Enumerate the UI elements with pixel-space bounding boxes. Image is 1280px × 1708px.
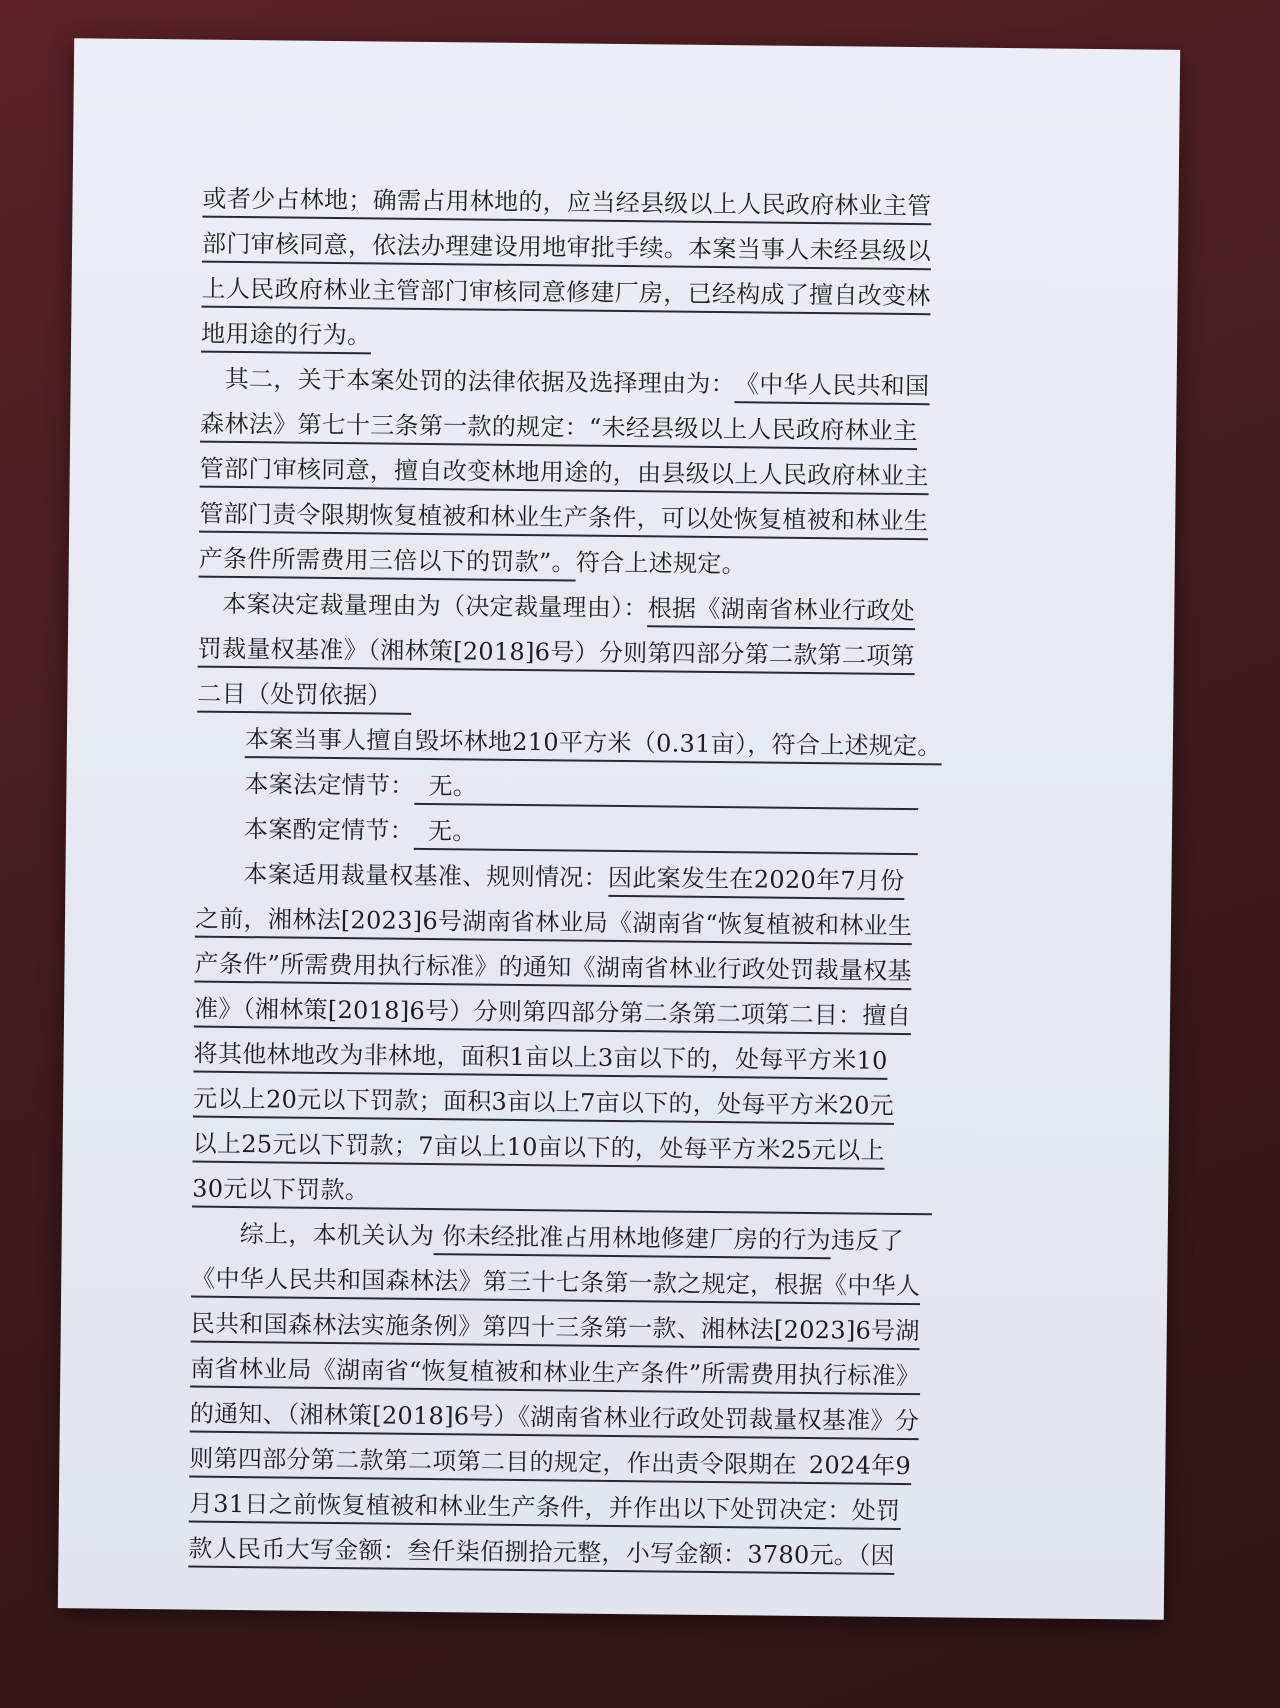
field-value: 无。 [414,769,918,810]
underlined-text: 的通知、（湘林策[2018]6号）《湖南省林业行政处罚裁量权基准》分 [190,1397,920,1441]
paper-sheet [58,38,1180,1619]
plain-text: 符合上述规定。 [575,548,747,579]
underlined-text: 元以上20元以下罚款；面积3亩以上7亩以下的，处每平方米20元 [193,1082,894,1125]
underlined-text: 部门审核同意，依法办理建设用地审批手续。本案当事人未经县级以 [202,227,931,271]
underlined-text: 你未经批准占用林地修建厂房的行为 [434,1219,831,1259]
underlined-text: 管部门审核同意，擅自改变林地用途的，由县级以上人民政府林业主 [200,452,929,496]
paragraph-lead: 本案适用裁量权基准、规则情况： [243,860,609,892]
underlined-text: 30元以下罚款。 [192,1172,932,1216]
plain-text: 违反了 [830,1226,904,1256]
paragraph-lead: 综上，本机关认为 [239,1220,435,1251]
underlined-text: 本案当事人擅自毁坏林地210平方米（0.31亩），符合上述规定。 [245,722,942,765]
paragraph-lead: 其二，关于本案处罚的法律依据及选择理由为： [224,364,736,399]
paragraph-lead: 本案决定裁量理由为（决定裁量理由）： [222,589,648,623]
underlined-text: 之前，湘林法[2023]6号湖南省林业局《湖南省“恢复植被和林业生 [195,902,913,946]
underlined-text: 将其他林地改为非林地，面积1亩以上3亩以下的，处每平方米10 [193,1037,887,1080]
underlined-text: 南省林业局《湖南省“恢复植被和林业生产条件”所需费用执行标准》 [190,1352,920,1396]
text-line [188,1530,1043,1584]
underlined-text: 根据《湖南省林业行政处 [648,591,916,630]
underlined-text: 则第四部分第二款第二项第二目的规定，作出责令限期在 [189,1442,797,1484]
underlined-text: 地用途的行为。 [201,317,371,355]
underlined-text: 产条件所需费用三倍以下的罚款”。 [199,542,576,582]
underlined-text: 上人民政府林业主管部门审核同意修建厂房，已经构成了擅自改变林 [201,272,930,316]
underlined-text: 或者少占林地；确需占用林地的，应当经县级以上人民政府林业主管 [202,182,931,226]
underlined-text: 民共和国森林法实施条例》第四十三条第一款、湘林法[2023]6号湖 [191,1307,920,1351]
underlined-text: 准》（湘林策[2018]6号）分则第四部分第二条第二项第二目：擅自 [194,992,911,1036]
underlined-text: 森林法》第七十三条第一款的规定：“未经县级以上人民政府林业主 [200,407,918,451]
underlined-text: 罚裁量权基准》（湘林策[2018]6号）分则第四部分第二款第二项第 [198,632,915,676]
underlined-text: 2024年9 [797,1448,912,1485]
underlined-text: 月31日之前恢复植被和林业生产条件，并作出以下处罚决定：处罚 [189,1487,901,1530]
underlined-text: 款人民币大写金额：叁仟柒佰捌拾元整，小写金额：3780元。（因 [188,1532,895,1575]
underlined-text: 管部门责令限期恢复植被和林业生产条件，可以处恢复植被和林业生 [199,497,928,541]
field-value: 无。 [414,814,918,855]
underlined-text: 产条件”所需费用执行标准》的通知《湖南省林业行政处罚裁量权基 [194,947,912,991]
document-body [188,180,1058,1584]
underlined-text: 《中华人民共和国 [735,367,930,405]
field-label: 本案法定情节： [244,770,415,800]
underlined-text: 二目（处罚依据） [197,677,412,715]
underlined-text: 因此案发生在2020年7月份 [608,861,905,900]
field-label: 本案酌定情节： [243,815,415,845]
underlined-text: 《中华人民共和国森林法》第三十七条第一款之规定，根据《中华人 [191,1262,920,1306]
underlined-text: 以上25元以下罚款；7亩以上10亩以下的，处每平方米25元以上 [192,1127,885,1170]
